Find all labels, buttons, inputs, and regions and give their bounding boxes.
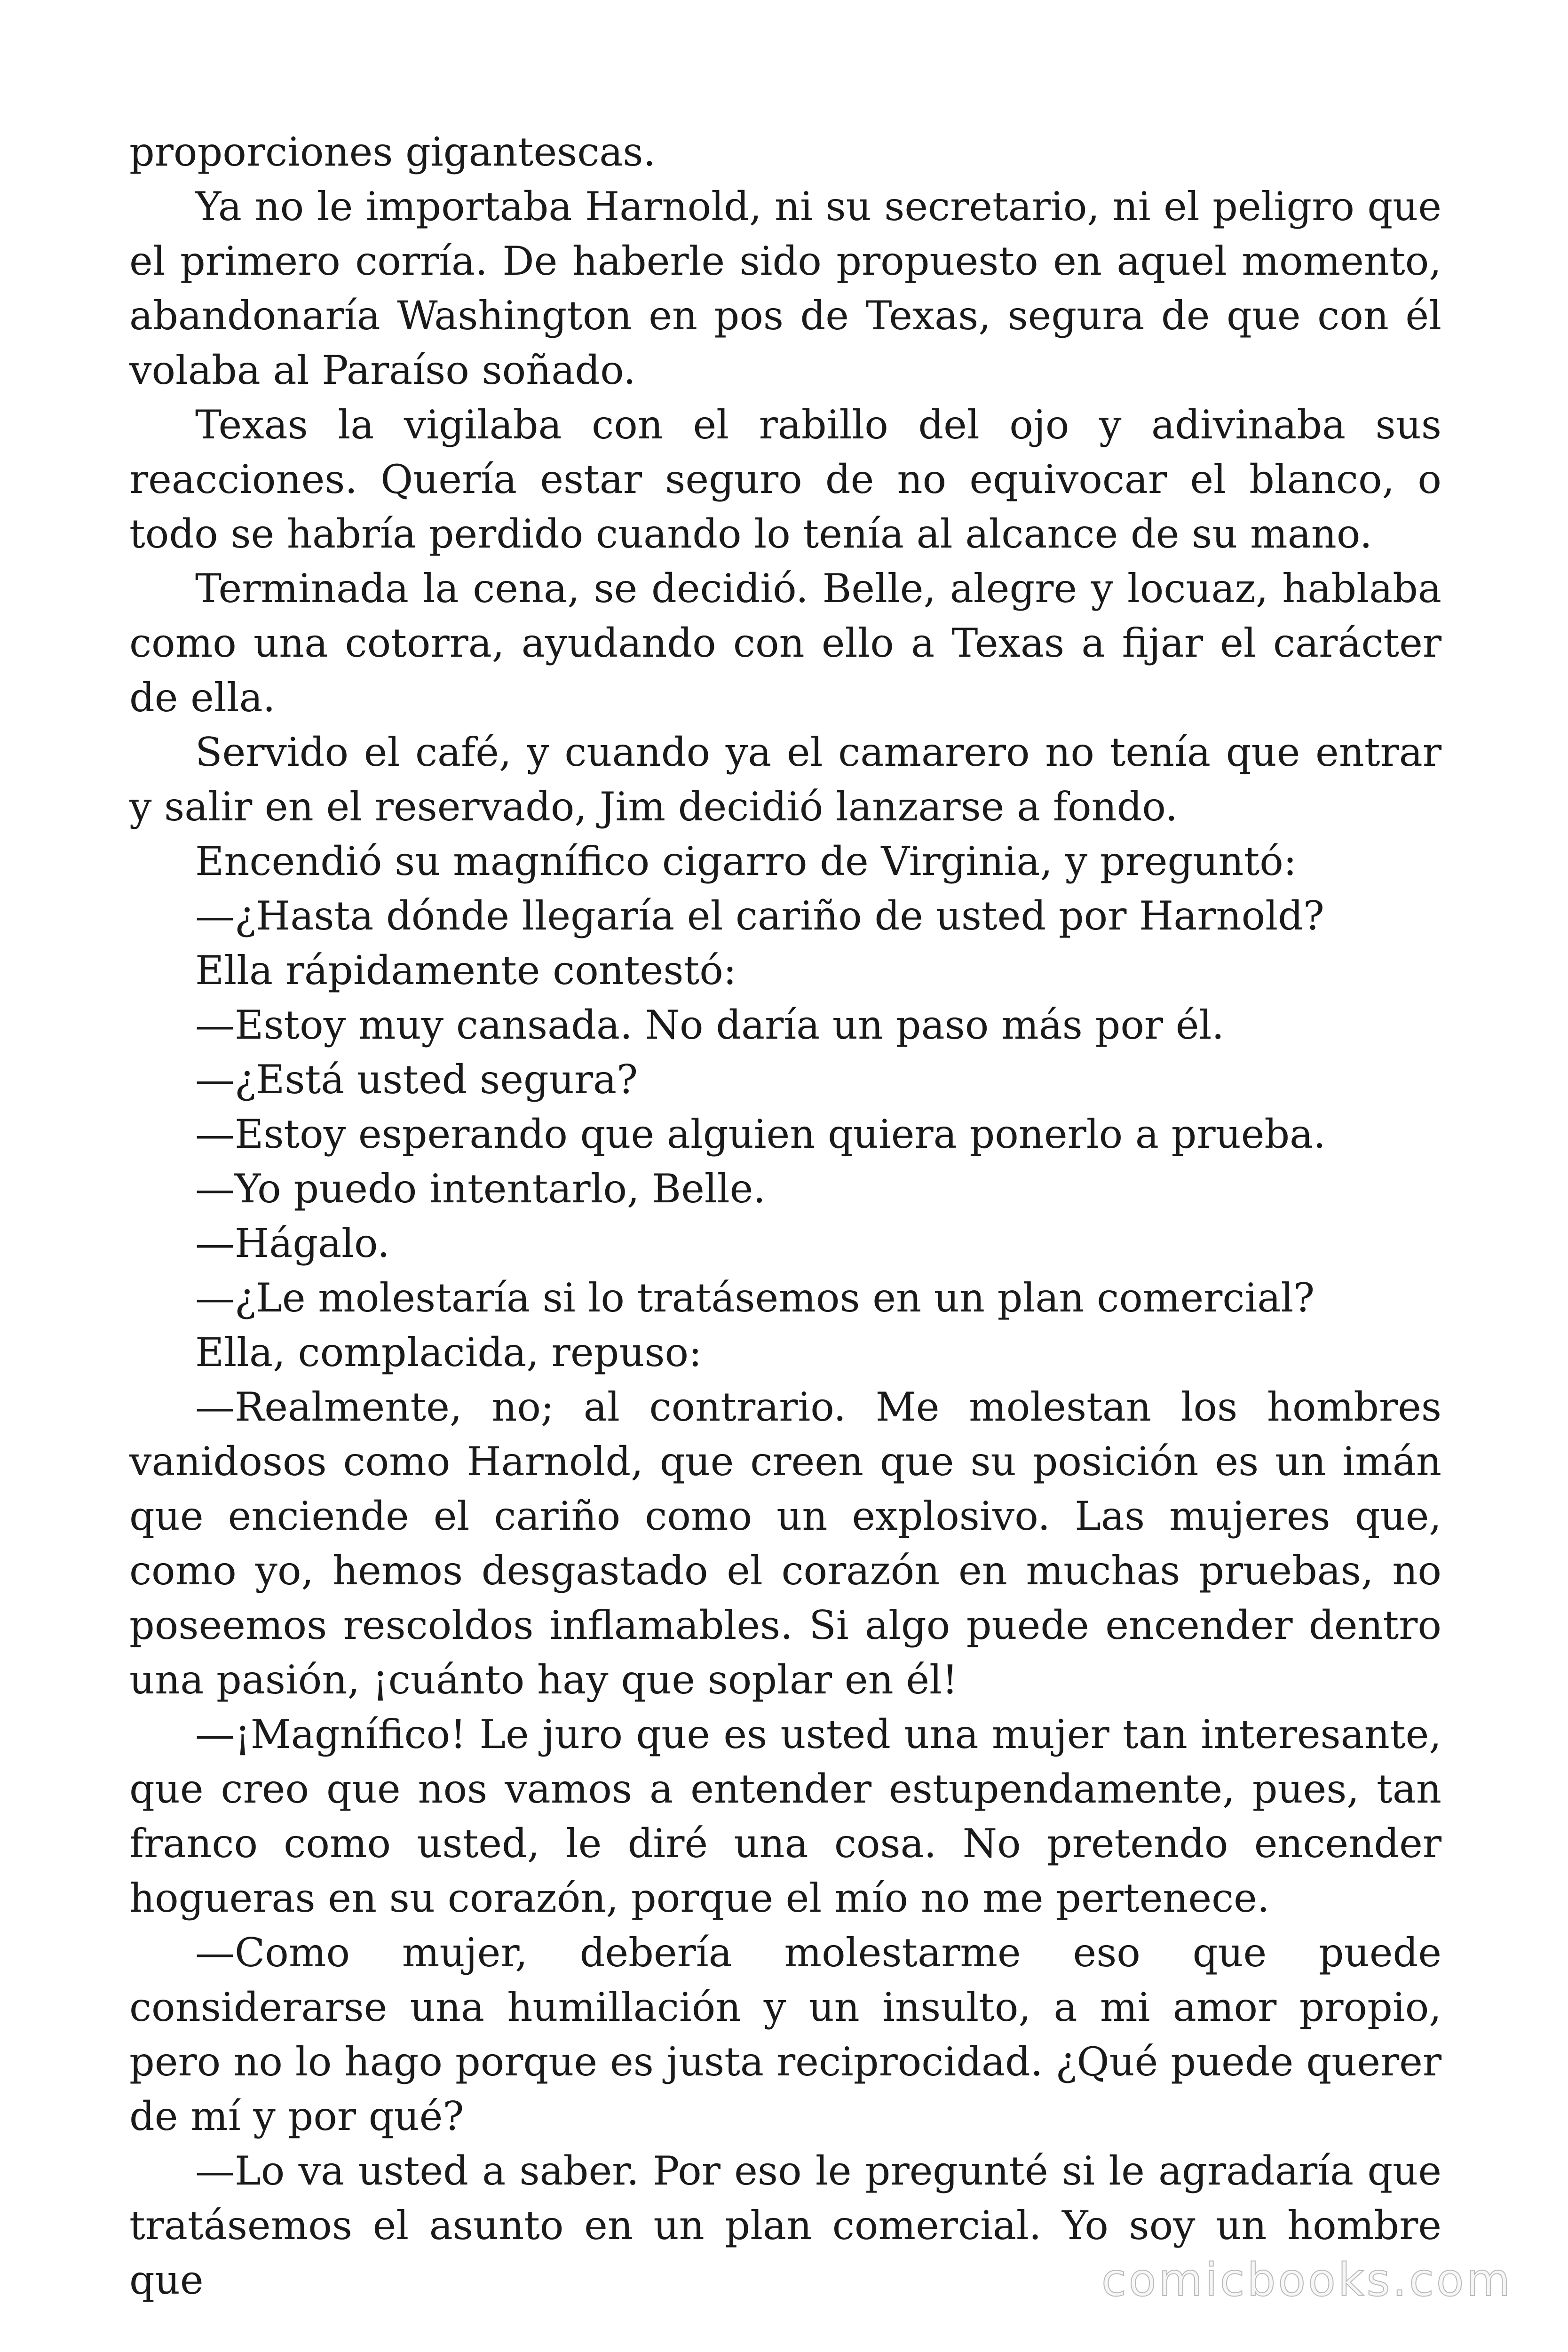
dialogue-line-1: —¿Hasta dónde llegaría el cariño de usted por Harnold? [195, 893, 1324, 939]
paragraph-1: proporciones gigantescas. [129, 129, 656, 175]
dialogue-line-3: —¿Está usted segura? [195, 1057, 638, 1103]
dialogue-line-5: —Yo puedo intentarlo, Belle. [195, 1166, 766, 1212]
dialogue-line-2: —Estoy muy cansada. No daría un paso más por él. [195, 1002, 1225, 1048]
paragraph-5: Servido el café, y cuando ya el camarero no tenía que entrar y salir en el reservado, Jim decidió lanzarse a fondo. [129, 729, 1441, 830]
dialogue-line-7: —¿Le molestaría si lo tratásemos en un plan comercial? [195, 1275, 1315, 1321]
dialogue-line-10: —Como mujer, debería molestarme eso que puede considerarse una humillación y un insulto, a mi amor propio, pero no lo hago porque es justa reciprocidad. ¿Qué puede querer de mí y por qué? [129, 1930, 1441, 2139]
paragraph-15: Ella, complacida, repuso: [195, 1329, 702, 1375]
paragraph-2: Ya no le importaba Harnold, ni su secretario, ni el peligro que el primero corría. De haberle sido propuesto en aquel momento, abandonaría Washington en pos de Texas, segura de que con él volaba al Paraíso soñado. [129, 183, 1441, 393]
dialogue-line-8: —Realmente, no; al contrario. Me molestan los hombres vanidosos como Harnold, que creen que su posición es un imán que enciende el cariño como un explosivo. Las mujeres que, como yo, hemos desgastado el corazón en muchas pruebas, no poseemos rescoldos inflamables. Si algo puede encender dentro una pasión, ¡cuánto hay que soplar en él! [129, 1384, 1441, 1703]
dialogue-line-11: —Lo va usted a saber. Por eso le pregunté si le agradaría que tratásemos el asunto en un plan comercial. Yo soy un hombre que [129, 2148, 1441, 2303]
paragraph-6: Encendió su magnífico cigarro de Virginia, y preguntó: [195, 838, 1297, 884]
paragraph-8: Ella rápidamente contestó: [195, 947, 737, 993]
dialogue-line-4: —Estoy esperando que alguien quiera ponerlo a prueba. [195, 1111, 1326, 1157]
paragraph-3: Texas la vigilaba con el rabillo del ojo y adivinaba sus reacciones. Quería estar seguro de no equivocar el blanco, o todo se habría perdido cuando lo tenía al alcance de su mano. [129, 402, 1441, 557]
watermark-logo: comicbooks.com [1101, 2254, 1513, 2306]
paragraph-4: Terminada la cena, se decidió. Belle, alegre y locuaz, hablaba como una cotorra, ayudando con ello a Texas a fijar el carácter de ella. [129, 565, 1441, 721]
dialogue-line-6: —Hágalo. [195, 1220, 390, 1266]
dialogue-line-9: —¡Magnífico! Le juro que es usted una mujer tan interesante, que creo que nos vamos a entender estupendamente, pues, tan franco como usted, le diré una cosa. No pretendo encender hogueras en su corazón, porque el mío no me pertenece. [129, 1711, 1441, 1921]
